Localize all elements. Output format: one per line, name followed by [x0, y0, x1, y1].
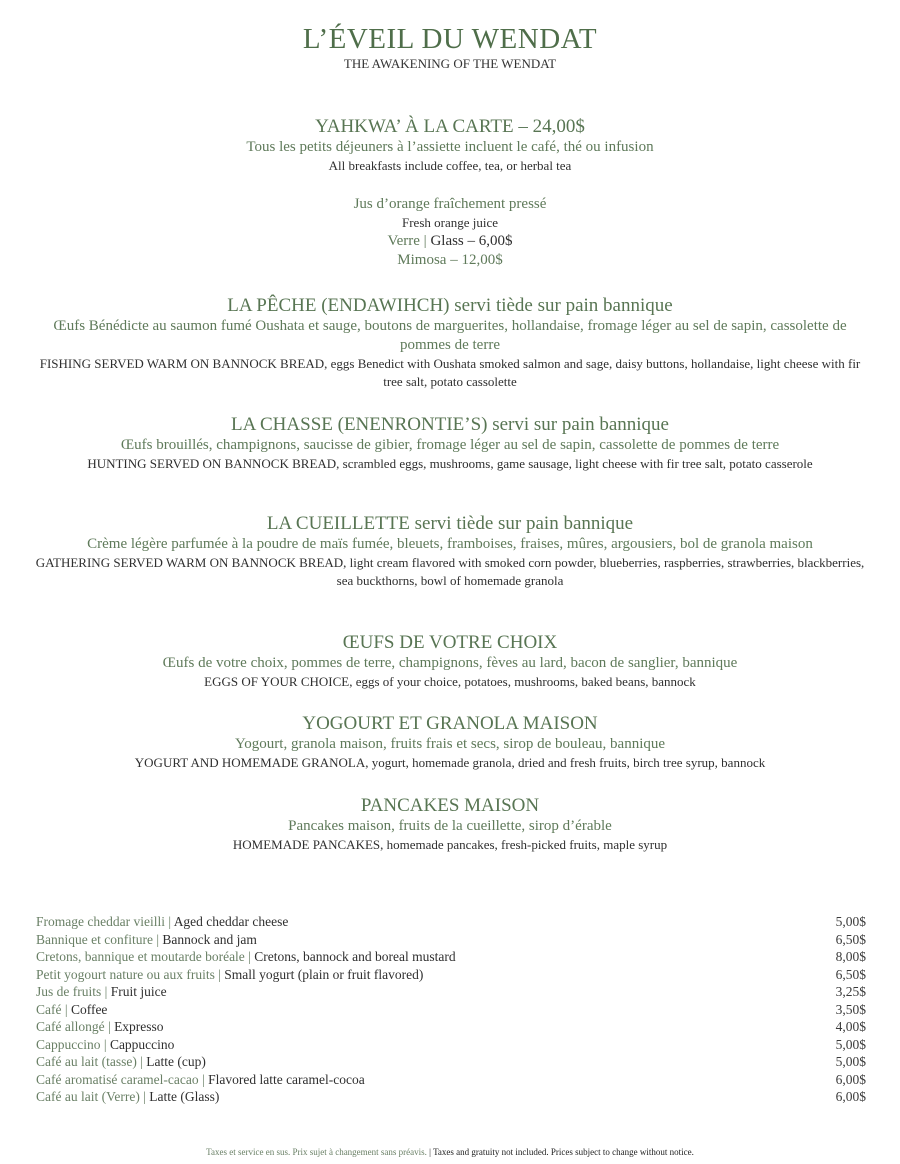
dish-heading: PANCAKES MAISON — [360, 795, 540, 816]
dish-heading: LA PÊCHE (ENDAWIHCH) servi tiède sur pain bannique — [227, 295, 673, 316]
intro-heading: YAHKWA’ À LA CARTE – 24,00$ — [315, 116, 585, 137]
item-fr: Petit yogourt nature ou aux fruits — [36, 966, 215, 982]
list-item — [36, 983, 866, 1001]
item-price: 5,00$ — [835, 914, 866, 929]
dish-fr: Œufs Bénédicte au saumon fumé Oushata et sauge, boutons de marguerites, hollandaise, fromage léger au sel de sapin, cassolette de pommes de terre — [53, 318, 847, 353]
dish-en: EGGS OF YOUR CHOICE, eggs of your choice, potatoes, mushrooms, baked beans, bannock — [204, 674, 696, 689]
juice-glass-price — [30, 232, 870, 251]
glass-en: Glass – 6,00$ — [426, 233, 513, 249]
separator: | — [198, 1071, 209, 1087]
separator: | — [164, 914, 174, 929]
extras-list — [36, 913, 866, 1106]
list-item — [36, 1001, 866, 1019]
item-price: 3,25$ — [835, 984, 866, 999]
separator: | — [214, 966, 225, 982]
item-price: 5,00$ — [835, 1036, 866, 1052]
item-price: 8,00$ — [835, 949, 866, 964]
item-en: Small yogurt (plain or fruit flavored) — [224, 966, 424, 982]
item-price: 5,00$ — [835, 1054, 866, 1069]
dish-heading: LA CUEILLETTE servi tiède sur pain bannique — [266, 513, 634, 534]
menu-title: L’ÉVEIL DU WENDAT — [302, 23, 598, 55]
dish-en: HOMEMADE PANCAKES, homemade pancakes, fresh-picked fruits, maple syrup — [232, 837, 668, 852]
list-item — [36, 948, 866, 966]
dish-en: YOGURT AND HOMEMADE GRANOLA, yogurt, homemade granola, dried and fresh fruits, birch tree syrup, bannock — [134, 755, 766, 770]
separator: | — [101, 984, 111, 999]
item-fr: Cretons, bannique et moutarde boréale — [36, 949, 245, 964]
item-fr: Café — [36, 1001, 62, 1017]
dish-fr: Yogourt, granola maison, fruits frais et secs, sirop de bouleau, bannique — [234, 736, 666, 752]
menu-subtitle: THE AWAKENING OF THE WENDAT — [343, 56, 557, 71]
footer-fr: Taxes et service en sus. Prix sujet à changement sans préavis. — [206, 1147, 427, 1157]
juice-en: Fresh orange juice — [401, 215, 499, 230]
dish-heading: LA CHASSE (ENENRONTIE’S) servi sur pain bannique — [230, 414, 669, 435]
list-item — [36, 913, 866, 931]
separator: | — [136, 1054, 147, 1069]
item-en: Cretons, bannock and boreal mustard — [254, 949, 456, 964]
separator: | — [152, 931, 163, 947]
separator: | — [139, 1089, 150, 1104]
item-fr: Café aromatisé caramel-cacao — [36, 1071, 199, 1087]
dish-en: HUNTING SERVED ON BANNOCK BREAD, scrambled eggs, mushrooms, game sausage, light cheese with fir tree salt, potato casserole — [87, 456, 813, 471]
item-price: 6,00$ — [835, 1071, 866, 1087]
item-fr: Bannique et confiture — [36, 931, 153, 947]
list-item — [36, 1053, 866, 1071]
item-en: Bannock and jam — [162, 931, 257, 947]
footer-en: Taxes and gratuity not included. Prices subject to change without notice. — [433, 1147, 694, 1157]
dish-oeufs — [30, 632, 870, 691]
intro-en: All breakfasts include coffee, tea, or herbal tea — [328, 158, 572, 173]
item-price: 6,00$ — [835, 1089, 866, 1104]
item-price: 4,00$ — [835, 1019, 866, 1034]
dish-en: FISHING SERVED WARM ON BANNOCK BREAD, eggs Benedict with Oushata smoked salmon and sage, daisy buttons, hollandaise, light cheese with fir tree salt, potato cassolette — [39, 356, 861, 389]
dish-heading: ŒUFS DE VOTRE CHOIX — [342, 632, 558, 653]
dish-cueillette — [30, 513, 870, 590]
separator: | — [100, 1036, 110, 1052]
list-item — [36, 1036, 866, 1054]
juice-fr: Jus d’orange fraîchement pressé — [353, 196, 547, 212]
item-fr: Café au lait (tasse) — [36, 1054, 137, 1069]
dish-chasse — [30, 414, 870, 473]
item-fr: Café allongé — [36, 1019, 105, 1034]
separator: | — [61, 1001, 71, 1017]
list-item — [36, 1018, 866, 1036]
item-fr: Cappuccino — [36, 1036, 101, 1052]
glass-fr: Verre | — [387, 233, 427, 249]
dish-fr: Pancakes maison, fruits de la cueillette, sirop d’érable — [288, 818, 612, 834]
dish-peche — [30, 295, 870, 391]
item-en: Fruit juice — [110, 984, 167, 999]
item-fr: Fromage cheddar vieilli — [36, 914, 165, 929]
item-en: Latte (cup) — [146, 1054, 206, 1069]
footer-sep: | — [426, 1147, 434, 1157]
item-en: Cappuccino — [109, 1036, 175, 1052]
item-en: Latte (Glass) — [149, 1089, 220, 1104]
list-item — [36, 1071, 866, 1089]
separator: | — [244, 949, 255, 964]
dish-pancakes — [30, 795, 870, 854]
item-en: Aged cheddar cheese — [173, 914, 289, 929]
item-fr: Jus de fruits — [36, 984, 102, 999]
intro-fr: Tous les petits déjeuners à l’assiette incluent le café, thé ou infusion — [246, 139, 654, 155]
dish-fr: Œufs de votre choix, pommes de terre, champignons, fèves au lard, bacon de sanglier, bannique — [162, 655, 738, 671]
item-en: Expresso — [114, 1019, 164, 1034]
list-item — [36, 931, 866, 949]
list-item — [36, 1088, 866, 1106]
dish-yogourt — [30, 713, 870, 772]
list-item — [36, 966, 866, 984]
dish-heading: YOGOURT ET GRANOLA MAISON — [302, 713, 598, 734]
mimosa-price: Mimosa – 12,00$ — [397, 252, 503, 268]
item-en: Coffee — [70, 1001, 108, 1017]
footer-note — [0, 1146, 900, 1158]
separator: | — [104, 1019, 115, 1034]
item-price: 6,50$ — [835, 931, 866, 947]
dish-fr: Œufs brouillés, champignons, saucisse de gibier, fromage léger au sel de sapin, cassolette de pommes de terre — [120, 437, 780, 453]
dish-fr: Crème légère parfumée à la poudre de maïs fumée, bleuets, framboises, fraises, mûres, argousiers, bol de granola maison — [87, 536, 813, 552]
dish-en: GATHERING SERVED WARM ON BANNOCK BREAD, light cream flavored with smoked corn powder, blueberries, raspberries, strawberries, blackberries, sea buckthorns, bowl of homemade granola — [35, 555, 865, 588]
item-fr: Café au lait (Verre) — [36, 1089, 140, 1104]
item-en: Flavored latte caramel-cocoa — [208, 1071, 365, 1087]
intro-section — [30, 116, 870, 270]
item-price: 3,50$ — [835, 1001, 866, 1017]
item-price: 6,50$ — [835, 966, 866, 982]
